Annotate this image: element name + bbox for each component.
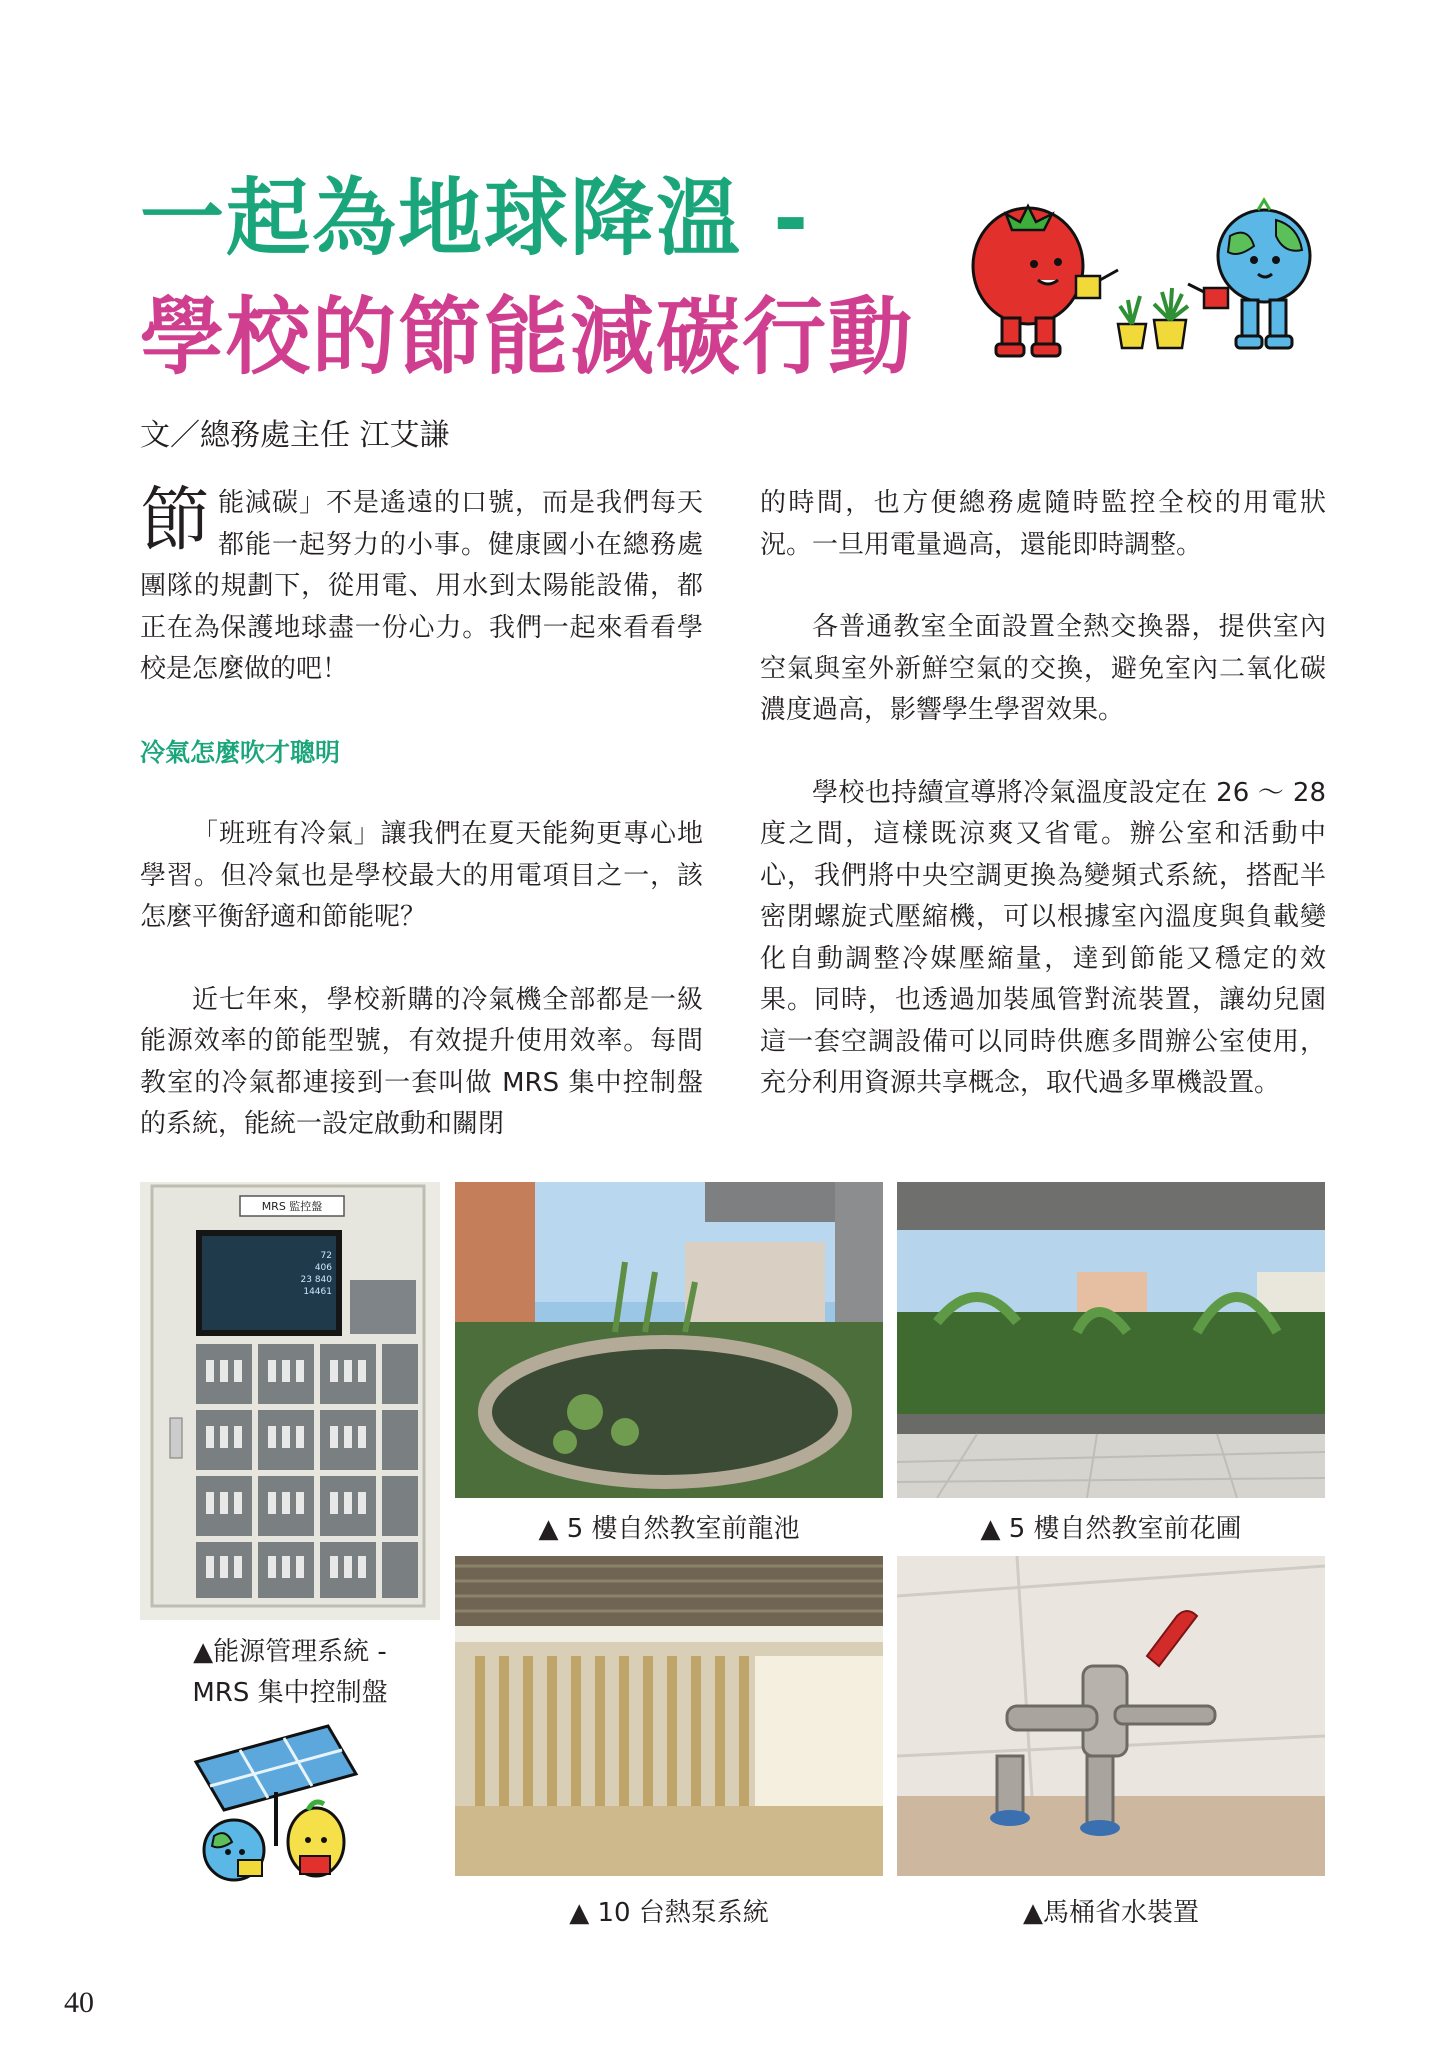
photo-flush-valve <box>897 1556 1325 1876</box>
paragraph-4: 各普通教室全面設置全熱交換器，提供室內空氣與室外新鮮空氣的交換，避免室內二氧化碳濃度過高，影響學生學習效果。 <box>760 612 1326 725</box>
caption-mrs-line-1: ▲能源管理系統 - <box>193 1637 387 1667</box>
section-heading: 冷氣怎麼吹才聰明 <box>140 737 341 767</box>
paragraph-5: 學校也持續宣導將冷氣溫度設定在 26 ～ 28 度之間，這樣既涼爽又省電。辦公室和活動中心，我們將中央空調更換為變頻式系統，搭配半密閉螺旋式壓縮機，可以根據室內溫度與負載變化自動調整冷媒壓縮量，達到節能又穩定的效果。同時，也透過加裝風管對流裝置，讓幼兒園這一套空調設備可以同時供應多間辦公室使用，充分利用資源共享概念，取代過多單機設置。 <box>760 777 1326 1098</box>
intro-paragraph <box>140 479 703 691</box>
lemon-mascot <box>288 1802 344 1876</box>
paragraph-2: 「班班有冷氣」讓我們在夏天能夠更專心地學習。但冷氣也是學校最大的用電項目之一，該怎麼平衡舒適和節能呢？ <box>140 819 703 932</box>
mascots-watering-illustration <box>958 196 1324 364</box>
paragraph-3-tail: 的時間，也方便總務處隨時監控全校的用電狀況。一旦用電量過高，還能即時調整。 <box>760 488 1326 560</box>
page-number: 40 <box>64 1986 94 2019</box>
watering-can-right <box>1188 284 1228 308</box>
caption-garden: ▲ 5 樓自然教室前花圃 <box>980 1514 1242 1544</box>
earth-mascot-small <box>204 1820 264 1880</box>
panel-screen-readings: 72 406 23 840 14461 <box>300 1251 332 1297</box>
caption-heat-pumps: ▲ 10 台熱泵系統 <box>569 1898 769 1928</box>
photo-pond <box>455 1182 883 1498</box>
byline: 文／總務處主任 江艾謙 <box>140 418 450 453</box>
article-column-left <box>140 479 703 1146</box>
earth-mascot <box>1218 200 1310 348</box>
solar-panel-mascots-illustration <box>178 1718 388 1890</box>
caption-flush-valve: ▲馬桶省水裝置 <box>1023 1898 1199 1928</box>
caption-mrs-line-2: MRS 集中控制盤 <box>192 1678 388 1708</box>
intro-text: 能減碳」不是遙遠的口號，而是我們每天都能一起努力的小事。健康國小在總務處團隊的規劃下，從用電、用水到太陽能設備，都正在為保護地球盡一份心力。我們一起來看看學校是怎麼做的吧！ <box>140 488 703 684</box>
potted-plants <box>1118 288 1188 348</box>
panel-label: MRS 監控盤 <box>261 1200 323 1213</box>
tomato-mascot <box>973 206 1083 356</box>
title-line-1: 一起為地球降溫 - <box>140 169 811 267</box>
paragraph-3: 近七年來，學校新購的冷氣機全部都是一級能源效率的節能型號，有效提升使用效率。每間教室的冷氣都連接到一套叫做 MRS 集中控制盤的系統，能統一設定啟動和關閉 <box>140 984 703 1139</box>
right-column-body <box>760 483 1326 1105</box>
photo-garden <box>897 1182 1325 1498</box>
drop-cap: 節 <box>140 479 210 561</box>
photo-heat-pumps <box>455 1556 883 1876</box>
photo-mrs-control-panel <box>140 1182 440 1620</box>
caption-pond: ▲ 5 樓自然教室前龍池 <box>538 1514 800 1544</box>
title-line-2: 學校的節能減碳行動 <box>140 288 915 386</box>
